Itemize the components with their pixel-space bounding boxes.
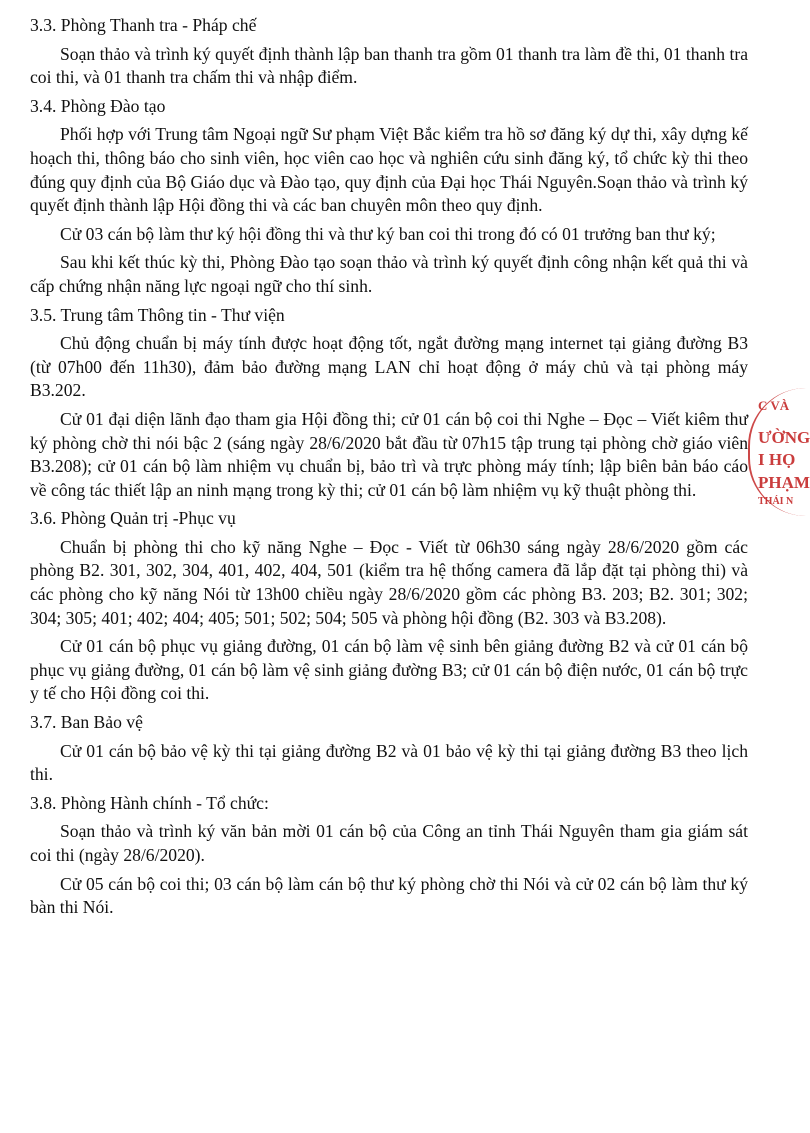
section-heading: 3.6. Phòng Quản trị -Phục vụ <box>30 508 236 529</box>
section-3-7 <box>30 711 748 787</box>
paragraph: Cử 01 cán bộ bảo vệ kỳ thi tại giảng đường B2 và 01 bảo vệ kỳ thi tại giảng đường B3 theo lịch thi. <box>30 740 748 785</box>
stamp-text: ƯỜNG <box>758 428 810 447</box>
section-3-3 <box>30 14 748 90</box>
paragraph: Soạn thảo và trình ký quyết định thành lập ban thanh tra gồm 01 thanh tra làm đề thi, 01 thanh tra coi thi, và 01 thanh tra chấm thi và nhập điểm. <box>30 43 748 88</box>
section-3-5 <box>30 304 748 503</box>
paragraph: Cử 03 cán bộ làm thư ký hội đồng thi và thư ký ban coi thi trong đó có 01 trưởng ban thư ký; <box>60 223 716 244</box>
stamp-text: THÁI N <box>758 496 794 507</box>
section-3-8 <box>30 792 748 920</box>
paragraph: Sau khi kết thúc kỳ thi, Phòng Đào tạo soạn thảo và trình ký quyết định công nhận kết quả thi và cấp chứng nhận năng lực ngoại ngữ cho thí sinh. <box>30 252 748 296</box>
paragraph: Soạn thảo và trình ký văn bản mời 01 cán bộ của Công an tỉnh Thái Nguyên tham gia giám sát coi thi (ngày 28/6/2020). <box>30 821 748 865</box>
paragraph: Chủ động chuẩn bị máy tính được hoạt động tốt, ngắt đường mạng internet tại giảng đường B3 (từ 07h00 đến 11h30), đảm bảo đường mạng LAN chỉ hoạt động ở máy chủ và tại phòng máy B3.202. <box>30 333 748 401</box>
document-page <box>30 14 748 925</box>
section-heading: 3.5. Trung tâm Thông tin - Thư viện <box>30 304 285 325</box>
paragraph: Chuẩn bị phòng thi cho kỹ năng Nghe – Đọc - Viết từ 06h30 sáng ngày 28/6/2020 gồm các phòng B2. 301, 302, 304, 401, 402, 404, 501 (kiểm tra hệ thống camera đã lắp đặt tại phòng thi) và các phòng cho kỹ năng Nói từ 13h00 chiều ngày 28/6/2020 gồm các phòng B3. 203; B2. 301; 302; 304; 305; 401; 402; 404; 405; 501; 502; 504; 505 và phòng hội đồng (B2. 303 và B3.208). <box>30 536 748 628</box>
paragraph: Cử 01 cán bộ phục vụ giảng đường, 01 cán bộ làm vệ sinh bên giảng đường B2 và cử 01 cán bộ phục vụ giảng đường, 01 cán bộ làm vệ sinh giảng đường B3; cử 01 cán bộ điện nước, 01 cán bộ trực y tế cho Hội đồng coi thi. <box>30 636 748 704</box>
stamp-text: I HỌ <box>758 450 796 469</box>
section-heading: 3.8. Phòng Hành chính - Tổ chức: <box>30 792 269 813</box>
stamp-text: C VÀ <box>758 398 790 413</box>
section-heading: 3.7. Ban Bảo vệ <box>30 712 143 733</box>
stamp-text: PHẠM <box>758 473 810 492</box>
section-3-4 <box>30 95 748 299</box>
section-heading: 3.4. Phòng Đào tạo <box>30 95 166 116</box>
paragraph: Cử 01 đại diện lãnh đạo tham gia Hội đồng thi; cử 01 cán bộ coi thi Nghe – Đọc – Viết kiêm thư ký phòng chờ thi nói bậc 2 (sáng ngày 28/6/2020 bắt đầu từ 07h15 tập trung tại phòng chờ giáo viên B3.208); cử 01 cán bộ làm nhiệm vụ chuẩn bị, bảo trì và trực phòng máy tính; lập biên bản báo cáo về công tác thiết lập an ninh mạng trong kỳ thi; cử 01 cán bộ làm nhiệm vụ kỹ thuật phòng thi. <box>30 408 748 500</box>
paragraph: Cử 05 cán bộ coi thi; 03 cán bộ làm cán bộ thư ký phòng chờ thi Nói và cử 02 cán bộ làm thư ký bàn thi Nói. <box>30 873 748 918</box>
section-3-6 <box>30 507 748 706</box>
red-seal-stamp <box>748 388 810 516</box>
section-heading: 3.3. Phòng Thanh tra - Pháp chế <box>30 15 257 35</box>
paragraph: Phối hợp với Trung tâm Ngoại ngữ Sư phạm Việt Bắc kiểm tra hồ sơ đăng ký dự thi, xây dựng kế hoạch thi, thông báo cho sinh viên, học viên cao học và nghiên cứu sinh đăng ký, tổ chức kỳ thi theo đúng quy định của Bộ Giáo dục và Đào tạo, quy định của Đại học Thái Nguyên.Soạn thảo và trình ký quyết định thành lập Hội đồng thi và các ban chuyên môn theo quy định. <box>30 124 748 216</box>
